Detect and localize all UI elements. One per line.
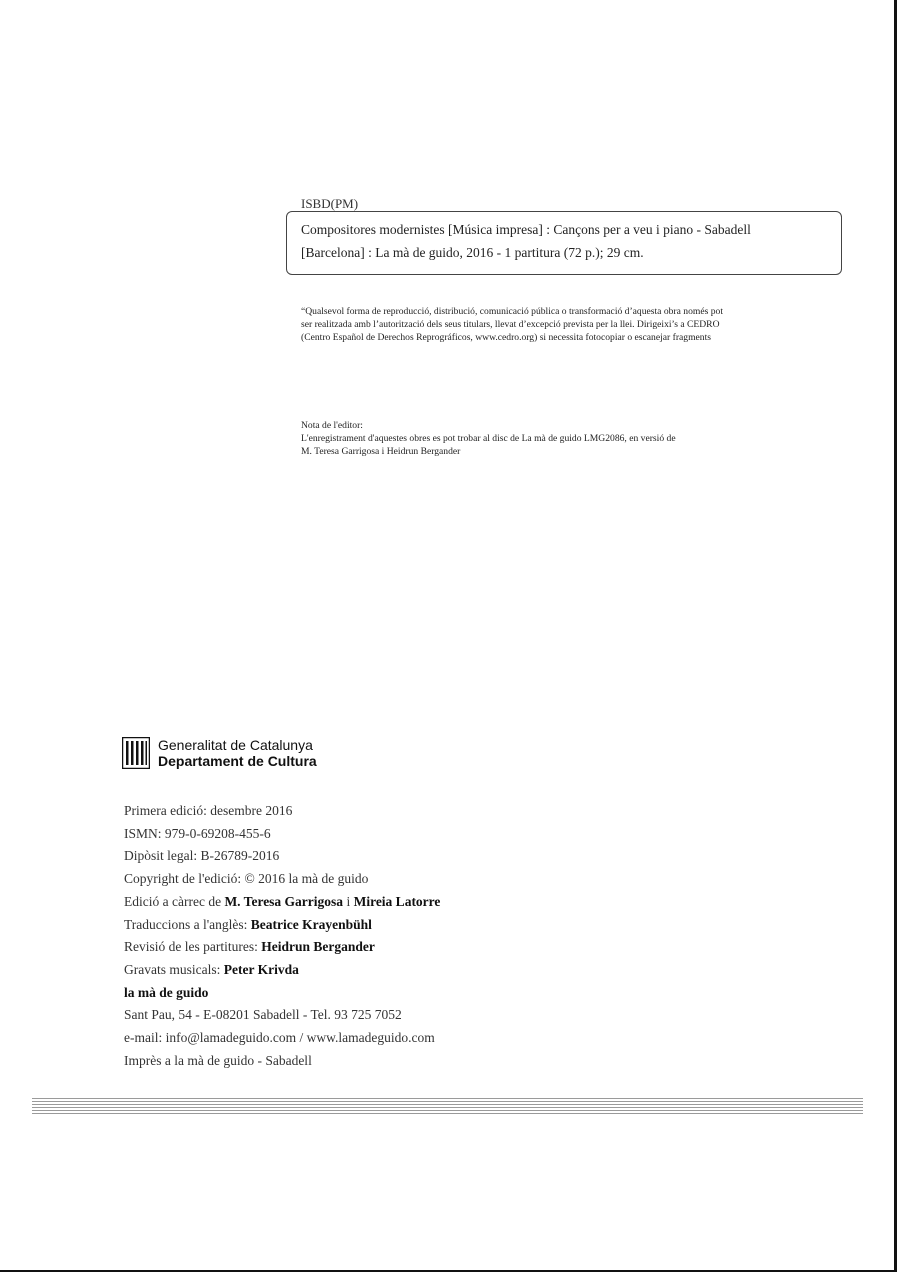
translation-label: Traduccions a l'anglès:: [124, 916, 251, 932]
review-line: [124, 936, 440, 959]
footer-rule: [32, 1098, 863, 1116]
ismn-line: ISMN: 979-0-69208-455-6: [124, 825, 271, 841]
credits-block: [124, 800, 440, 1072]
rights-notice: [301, 305, 841, 344]
generalitat-logo: [122, 737, 317, 769]
edition-line: Primera edició: desembre 2016: [124, 803, 293, 818]
editing-join: i: [343, 893, 354, 909]
isbd-line-1: Compositores modernistes [Música impresa] : Cançons per a veu i piano - Sabadell: [301, 222, 751, 237]
editor-note-line-2: M. Teresa Garrigosa i Heidrun Bergander: [301, 446, 461, 457]
editor-note: [301, 419, 841, 458]
legal-deposit-line: Dipòsit legal: B-26789-2016: [124, 848, 280, 864]
isbd-record-box: [286, 211, 842, 275]
rights-line-3: (Centro Español de Derechos Reprográficos, www.cedro.org) si necessita fotocopiar o escanejar fragments: [301, 332, 711, 343]
translation-line: [124, 914, 440, 937]
engraving-name: Peter Krivda: [223, 961, 299, 977]
translation-name: Beatrice Krayenbühl: [250, 916, 372, 932]
address-line: Sant Pau, 54 - E-08201 Sabadell - Tel. 93 725 7052: [124, 1007, 402, 1023]
review-name: Heidrun Bergander: [261, 939, 375, 955]
editor-note-line-1: L'enregistrament d'aquestes obres es pot trobar al disc de La mà de guido LMG2086, en versió de: [301, 433, 676, 444]
editing-line: [124, 891, 440, 914]
printed-line: Imprès a la mà de guido - Sabadell: [124, 1052, 312, 1068]
generalitat-text: [158, 738, 317, 769]
logo-line-1: Generalitat de Catalunya: [158, 736, 313, 753]
publisher-name: la mà de guido: [124, 984, 209, 1000]
editing-name-1: M. Teresa Garrigosa: [224, 893, 344, 909]
editing-label: Edició a càrrec de: [124, 893, 225, 909]
copyright-line: Copyright de l'edició: © 2016 la mà de guido: [124, 871, 369, 887]
review-label: Revisió de les partitures:: [124, 939, 262, 955]
rights-line-1: “Qualsevol forma de reproducció, distribució, comunicació pública o transformació d’aquesta obra només pot: [301, 306, 723, 317]
editor-note-title: Nota de l'editor:: [301, 420, 363, 431]
email-line: e-mail: info@lamadeguido.com / www.lamadeguido.com: [124, 1030, 435, 1046]
publisher-line: [124, 982, 440, 1005]
engraving-label: Gravats musicals:: [124, 961, 224, 977]
isbd-line-2: [Barcelona] : La mà de guido, 2016 - 1 partitura (72 p.); 29 cm.: [301, 245, 644, 260]
engraving-line: [124, 959, 440, 982]
editing-name-2: Mireia Latorre: [353, 893, 441, 909]
isbd-label: ISBD(PM): [301, 196, 359, 211]
generalitat-emblem-icon: [122, 737, 150, 769]
rights-line-2: ser realitzada amb l’autorització dels seus titulars, llevat d’excepció prevista per la llei. Dirigeixi’s a CEDRO: [301, 319, 720, 330]
logo-line-2: Departament de Cultura: [158, 752, 317, 769]
